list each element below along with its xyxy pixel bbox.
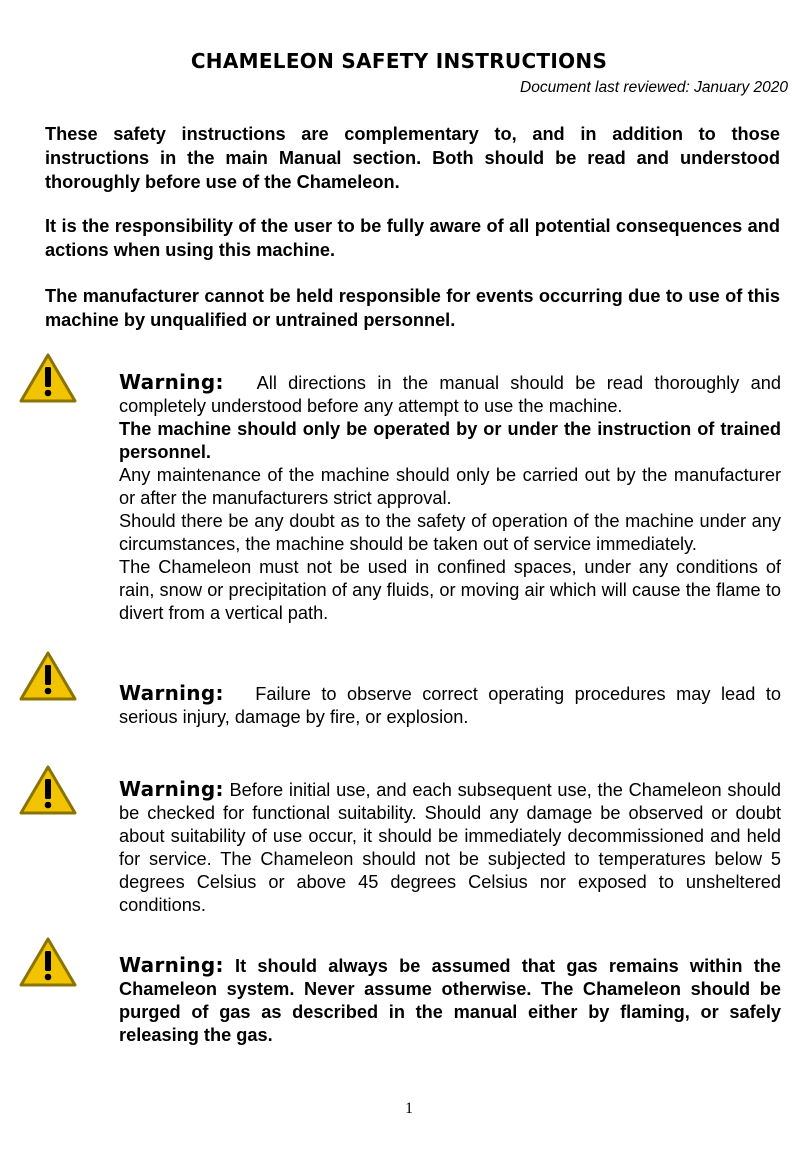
warning-block-1 [119, 371, 781, 625]
warning-3-lead: Before initial use, and each subsequent use, the Chameleon should be checked for functional suitability. Should any damage be observed or doubt about suitability of use occur, it should be immediately decommissioned and held for service. The Chameleon should not be subjected to temperatures below 5 degrees Celsius or above 45 degrees Celsius nor exposed to unsheltered conditions. [119, 780, 781, 915]
warning-triangle-icon [18, 764, 78, 816]
review-date: Document last reviewed: January 2020 [520, 79, 788, 96]
warning-label: Warning: [119, 681, 224, 705]
warning-1-conditions: The Chameleon must not be used in confined spaces, under any conditions of rain, snow or precipitation of any fluids, or moving air which will cause the flame to divert from a vertical path. [119, 557, 781, 623]
warning-block-3 [119, 778, 781, 917]
warning-label: Warning: [119, 370, 224, 394]
warning-label: Warning: [119, 777, 224, 801]
warning-triangle-icon [18, 650, 78, 702]
intro-paragraph-3: The manufacturer cannot be held responsible for events occurring due to use of this machine by unqualified or untrained personnel. [45, 286, 780, 330]
warning-2-lead: Failure to observe correct operating procedures may lead to serious injury, damage by fire, or explosion. [119, 684, 781, 727]
warning-block-4 [119, 954, 781, 1047]
warning-1-lead: All directions in the manual should be read thoroughly and completely understood before any attempt to use the machine. [119, 373, 782, 416]
page-number: 1 [405, 1100, 413, 1117]
intro-paragraph-2: It is the responsibility of the user to be fully aware of all potential consequences and actions when using this machine. [45, 216, 780, 260]
warning-4-lead: It should always be assumed that gas remains within the Chameleon system. Never assume otherwise. The Chameleon should be purged of gas as described in the manual either by flaming, or safely releasing the gas. [119, 956, 781, 1045]
intro-paragraph-1: These safety instructions are complementary to, and in addition to those instructions in the main Manual section. Both should be read and understood thoroughly before use of the Chameleon. [45, 124, 780, 192]
warning-triangle-icon [18, 352, 78, 404]
warning-block-2 [119, 682, 781, 729]
warning-1-doubt: Should there be any doubt as to the safety of operation of the machine under any circumstances, the machine should be taken out of service immediately. [119, 511, 781, 554]
warning-triangle-icon [18, 936, 78, 988]
warning-label: Warning: [119, 953, 224, 977]
warning-1-maintenance: Any maintenance of the machine should only be carried out by the manufacturer or after the manufacturers strict approval. [119, 465, 781, 508]
warning-1-bold: The machine should only be operated by or under the instruction of trained personnel. [119, 419, 781, 462]
document-title: CHAMELEON SAFETY INSTRUCTIONS [190, 49, 608, 73]
